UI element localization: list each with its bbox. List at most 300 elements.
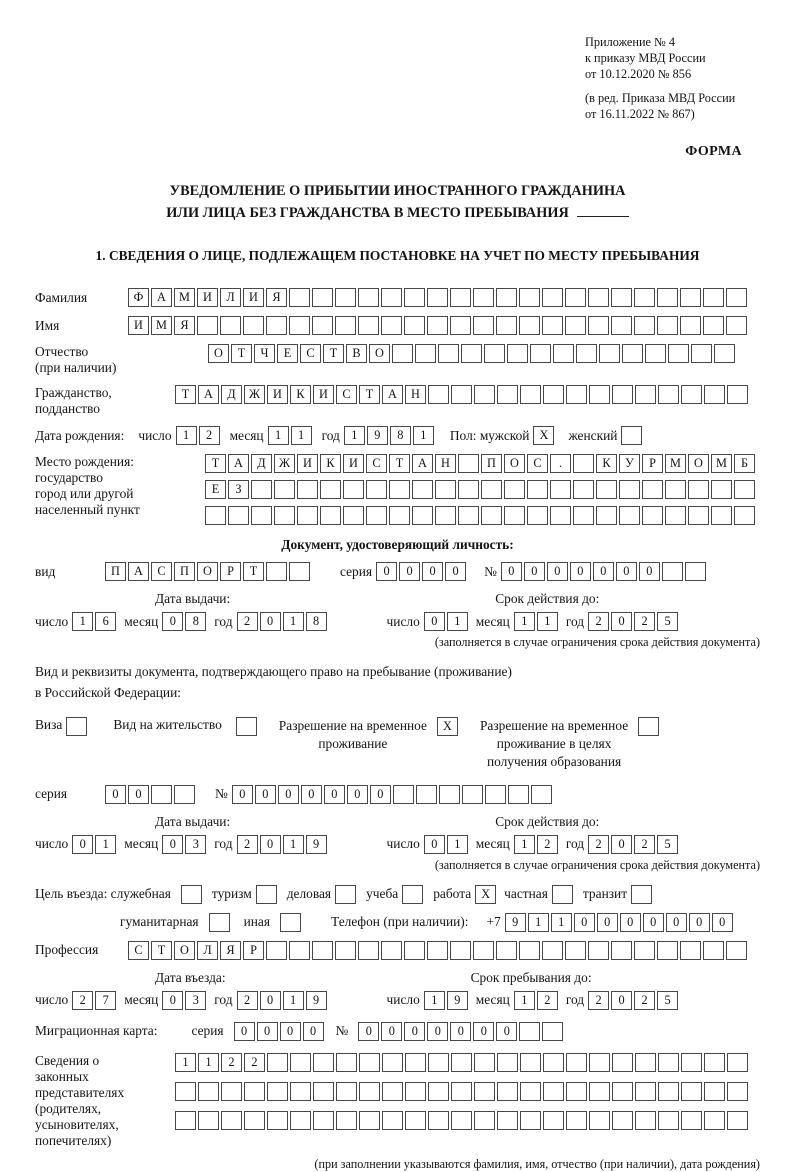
name-cell[interactable] [450, 316, 471, 335]
profession-cell[interactable] [726, 941, 747, 960]
representatives-cell[interactable] [451, 1111, 472, 1130]
name-cell[interactable] [220, 316, 241, 335]
profession-cell[interactable] [266, 941, 287, 960]
birth-year-cell[interactable]: 8 [390, 426, 411, 445]
representatives-cell[interactable] [405, 1053, 426, 1072]
name-cell[interactable] [197, 316, 218, 335]
permit-number-cell[interactable]: 0 [324, 785, 345, 804]
surname-cell[interactable] [703, 288, 724, 307]
representatives-cell[interactable] [543, 1082, 564, 1101]
profession-cell[interactable]: О [174, 941, 195, 960]
profession-cell[interactable] [473, 941, 494, 960]
representatives-cell[interactable] [405, 1111, 426, 1130]
birth-place-cell[interactable]: Т [389, 454, 410, 473]
birth-place-cell[interactable] [573, 506, 594, 525]
citizenship-cell[interactable]: Д [221, 385, 242, 404]
patronymic-cell[interactable] [415, 344, 436, 363]
permit-number-cell[interactable]: 0 [278, 785, 299, 804]
permit-number-cell[interactable] [531, 785, 552, 804]
entry-month-cell[interactable]: 0 [162, 991, 183, 1010]
representatives-cell[interactable] [313, 1053, 334, 1072]
entry-day-cell[interactable]: 7 [95, 991, 116, 1010]
birth-day-cell[interactable]: 1 [176, 426, 197, 445]
profession-cell[interactable]: Т [151, 941, 172, 960]
representatives-cell[interactable] [727, 1082, 748, 1101]
birth-place-cell[interactable] [435, 480, 456, 499]
citizenship-cell[interactable] [497, 385, 518, 404]
representatives-cell[interactable] [382, 1111, 403, 1130]
representatives-cell[interactable] [474, 1082, 495, 1101]
migration-number-cell[interactable]: 0 [450, 1022, 471, 1041]
private-checkbox[interactable] [552, 885, 573, 904]
surname-cell[interactable]: И [197, 288, 218, 307]
patronymic-cell[interactable] [668, 344, 689, 363]
name-cell[interactable] [657, 316, 678, 335]
migration-seriya-cell[interactable]: 0 [280, 1022, 301, 1041]
representatives-cell[interactable] [359, 1053, 380, 1072]
profession-cell[interactable] [289, 941, 310, 960]
patronymic-cell[interactable] [392, 344, 413, 363]
name-cell[interactable]: И [128, 316, 149, 335]
patronymic-cell[interactable]: В [346, 344, 367, 363]
representatives-cell[interactable] [520, 1111, 541, 1130]
name-cell[interactable] [312, 316, 333, 335]
representatives-cell[interactable]: 2 [221, 1053, 242, 1072]
representatives-cell[interactable] [428, 1053, 449, 1072]
residence-permit-checkbox[interactable] [236, 717, 257, 736]
study-checkbox[interactable] [402, 885, 423, 904]
representatives-cell[interactable] [382, 1053, 403, 1072]
birth-place-cell[interactable] [665, 480, 686, 499]
birth-place-cell[interactable]: К [320, 454, 341, 473]
citizenship-cell[interactable]: А [382, 385, 403, 404]
migration-number-cell[interactable] [542, 1022, 563, 1041]
doc-type-cell[interactable]: О [197, 562, 218, 581]
citizenship-cell[interactable] [681, 385, 702, 404]
permit-issue-month-cell[interactable]: 0 [162, 835, 183, 854]
representatives-cell[interactable]: 1 [198, 1053, 219, 1072]
birth-place-cell[interactable]: М [665, 454, 686, 473]
birth-place-cell[interactable] [366, 506, 387, 525]
birth-place-cell[interactable]: А [412, 454, 433, 473]
representatives-cell[interactable] [336, 1111, 357, 1130]
representatives-cell[interactable] [612, 1111, 633, 1130]
representatives-cell[interactable] [612, 1053, 633, 1072]
permit-seriya-cell[interactable]: 0 [105, 785, 126, 804]
patronymic-cell[interactable]: Т [323, 344, 344, 363]
birth-place-cell[interactable] [688, 480, 709, 499]
permit-number-cell[interactable] [393, 785, 414, 804]
representatives-cell[interactable] [221, 1111, 242, 1130]
birth-place-cell[interactable]: И [297, 454, 318, 473]
permit-valid-year-cell[interactable]: 2 [634, 835, 655, 854]
representatives-cell[interactable] [497, 1082, 518, 1101]
name-cell[interactable] [519, 316, 540, 335]
representatives-cell[interactable] [543, 1111, 564, 1130]
doc-type-cell[interactable]: П [174, 562, 195, 581]
doc-issue-year-cell[interactable]: 2 [237, 612, 258, 631]
phone-cell[interactable]: 0 [643, 913, 664, 932]
profession-cell[interactable] [542, 941, 563, 960]
birth-place-cell[interactable] [343, 506, 364, 525]
representatives-cell[interactable] [175, 1111, 196, 1130]
name-cell[interactable] [542, 316, 563, 335]
representatives-cell[interactable] [727, 1053, 748, 1072]
birth-place-cell[interactable]: О [688, 454, 709, 473]
birth-place-cell[interactable]: М [711, 454, 732, 473]
birth-place-cell[interactable] [458, 506, 479, 525]
permit-valid-month-cell[interactable]: 2 [537, 835, 558, 854]
surname-cell[interactable]: Ф [128, 288, 149, 307]
doc-type-cell[interactable]: П [105, 562, 126, 581]
representatives-cell[interactable] [382, 1082, 403, 1101]
representatives-cell[interactable] [244, 1111, 265, 1130]
citizenship-cell[interactable]: С [336, 385, 357, 404]
representatives-cell[interactable] [497, 1111, 518, 1130]
surname-cell[interactable] [611, 288, 632, 307]
permit-issue-year-cell[interactable]: 1 [283, 835, 304, 854]
other-checkbox[interactable] [280, 913, 301, 932]
representatives-cell[interactable] [267, 1082, 288, 1101]
representatives-cell[interactable] [681, 1082, 702, 1101]
birth-place-cell[interactable] [550, 480, 571, 499]
name-cell[interactable] [611, 316, 632, 335]
birth-place-cell[interactable] [504, 506, 525, 525]
birth-place-cell[interactable]: Д [251, 454, 272, 473]
representatives-cell[interactable] [175, 1082, 196, 1101]
representatives-cell[interactable]: 2 [244, 1053, 265, 1072]
birth-place-cell[interactable] [297, 480, 318, 499]
permit-issue-day-cell[interactable]: 1 [95, 835, 116, 854]
representatives-cell[interactable] [566, 1082, 587, 1101]
permit-number-cell[interactable] [462, 785, 483, 804]
doc-number-cell[interactable]: 0 [639, 562, 660, 581]
stay-year-cell[interactable]: 0 [611, 991, 632, 1010]
birth-place-cell[interactable] [734, 506, 755, 525]
doc-issue-month-cell[interactable]: 8 [185, 612, 206, 631]
citizenship-cell[interactable] [428, 385, 449, 404]
phone-cell[interactable]: 0 [712, 913, 733, 932]
patronymic-cell[interactable] [507, 344, 528, 363]
migration-number-cell[interactable]: 0 [496, 1022, 517, 1041]
birth-year-cell[interactable]: 9 [367, 426, 388, 445]
birth-place-cell[interactable]: Е [205, 480, 226, 499]
humanitarian-checkbox[interactable] [209, 913, 230, 932]
profession-cell[interactable] [519, 941, 540, 960]
entry-year-cell[interactable]: 2 [237, 991, 258, 1010]
birth-place-cell[interactable] [734, 480, 755, 499]
permit-number-cell[interactable]: 0 [370, 785, 391, 804]
birth-place-cell[interactable] [458, 454, 479, 473]
visa-checkbox[interactable] [66, 717, 87, 736]
doc-type-cell[interactable] [266, 562, 287, 581]
migration-seriya-cell[interactable]: 0 [303, 1022, 324, 1041]
birth-place-cell[interactable]: З [228, 480, 249, 499]
representatives-cell[interactable] [336, 1053, 357, 1072]
doc-issue-year-cell[interactable]: 1 [283, 612, 304, 631]
doc-issue-year-cell[interactable]: 8 [306, 612, 327, 631]
entry-year-cell[interactable]: 1 [283, 991, 304, 1010]
surname-cell[interactable] [358, 288, 379, 307]
female-checkbox[interactable] [621, 426, 642, 445]
birth-place-cell[interactable]: Н [435, 454, 456, 473]
birth-place-cell[interactable] [389, 480, 410, 499]
birth-place-cell[interactable] [412, 480, 433, 499]
doc-seriya-cell[interactable]: 0 [376, 562, 397, 581]
representatives-cell[interactable] [681, 1053, 702, 1072]
citizenship-cell[interactable] [727, 385, 748, 404]
profession-cell[interactable] [312, 941, 333, 960]
birth-place-cell[interactable] [504, 480, 525, 499]
birth-place-cell[interactable] [688, 506, 709, 525]
permit-seriya-cell[interactable] [151, 785, 172, 804]
name-cell[interactable]: Я [174, 316, 195, 335]
doc-type-cell[interactable]: Т [243, 562, 264, 581]
representatives-cell[interactable] [336, 1082, 357, 1101]
name-cell[interactable] [427, 316, 448, 335]
representatives-cell[interactable] [543, 1053, 564, 1072]
doc-valid-day-cell[interactable]: 1 [447, 612, 468, 631]
representatives-cell[interactable] [658, 1111, 679, 1130]
permit-valid-year-cell[interactable]: 5 [657, 835, 678, 854]
birth-place-cell[interactable] [619, 506, 640, 525]
name-cell[interactable] [680, 316, 701, 335]
birth-place-cell[interactable]: И [343, 454, 364, 473]
surname-cell[interactable] [473, 288, 494, 307]
entry-year-cell[interactable]: 9 [306, 991, 327, 1010]
surname-cell[interactable] [634, 288, 655, 307]
surname-cell[interactable]: И [243, 288, 264, 307]
name-cell[interactable] [473, 316, 494, 335]
representatives-cell[interactable] [612, 1082, 633, 1101]
doc-seriya-cell[interactable]: 0 [422, 562, 443, 581]
name-cell[interactable] [381, 316, 402, 335]
citizenship-cell[interactable] [451, 385, 472, 404]
birth-place-cell[interactable]: . [550, 454, 571, 473]
birth-year-cell[interactable]: 1 [413, 426, 434, 445]
patronymic-cell[interactable]: О [369, 344, 390, 363]
entry-day-cell[interactable]: 2 [72, 991, 93, 1010]
birth-place-cell[interactable]: У [619, 454, 640, 473]
birth-place-cell[interactable] [297, 506, 318, 525]
patronymic-cell[interactable] [461, 344, 482, 363]
permit-valid-year-cell[interactable]: 2 [588, 835, 609, 854]
permit-valid-month-cell[interactable]: 1 [514, 835, 535, 854]
patronymic-cell[interactable] [438, 344, 459, 363]
doc-valid-year-cell[interactable]: 0 [611, 612, 632, 631]
profession-cell[interactable]: Я [220, 941, 241, 960]
birth-month-cell[interactable]: 1 [291, 426, 312, 445]
representatives-cell[interactable] [704, 1082, 725, 1101]
permit-number-cell[interactable]: 0 [255, 785, 276, 804]
birth-place-cell[interactable] [527, 506, 548, 525]
surname-cell[interactable] [312, 288, 333, 307]
migration-number-cell[interactable]: 0 [404, 1022, 425, 1041]
representatives-cell[interactable] [198, 1082, 219, 1101]
citizenship-cell[interactable] [543, 385, 564, 404]
birth-place-cell[interactable] [642, 506, 663, 525]
patronymic-cell[interactable] [645, 344, 666, 363]
permit-valid-day-cell[interactable]: 1 [447, 835, 468, 854]
representatives-cell[interactable] [359, 1111, 380, 1130]
patronymic-cell[interactable]: Т [231, 344, 252, 363]
citizenship-cell[interactable]: А [198, 385, 219, 404]
citizenship-cell[interactable]: Т [359, 385, 380, 404]
representatives-cell[interactable] [497, 1053, 518, 1072]
citizenship-cell[interactable] [635, 385, 656, 404]
representatives-cell[interactable] [658, 1053, 679, 1072]
profession-cell[interactable] [565, 941, 586, 960]
representatives-cell[interactable] [566, 1111, 587, 1130]
surname-cell[interactable] [289, 288, 310, 307]
migration-seriya-cell[interactable]: 0 [257, 1022, 278, 1041]
patronymic-cell[interactable]: О [208, 344, 229, 363]
birth-place-cell[interactable] [527, 480, 548, 499]
profession-cell[interactable] [450, 941, 471, 960]
migration-number-cell[interactable]: 0 [473, 1022, 494, 1041]
doc-number-cell[interactable] [685, 562, 706, 581]
birth-place-cell[interactable] [274, 506, 295, 525]
birth-place-cell[interactable]: К [596, 454, 617, 473]
male-checkbox[interactable]: X [533, 426, 554, 445]
surname-cell[interactable] [680, 288, 701, 307]
birth-place-cell[interactable] [665, 506, 686, 525]
patronymic-cell[interactable] [553, 344, 574, 363]
representatives-cell[interactable] [589, 1111, 610, 1130]
stay-month-cell[interactable]: 2 [537, 991, 558, 1010]
representatives-cell[interactable] [635, 1053, 656, 1072]
temp-residence-checkbox[interactable]: X [437, 717, 458, 736]
permit-number-cell[interactable] [416, 785, 437, 804]
profession-cell[interactable]: Л [197, 941, 218, 960]
profession-cell[interactable] [427, 941, 448, 960]
stay-year-cell[interactable]: 2 [634, 991, 655, 1010]
representatives-cell[interactable] [290, 1111, 311, 1130]
patronymic-cell[interactable] [691, 344, 712, 363]
representatives-cell[interactable] [267, 1053, 288, 1072]
representatives-cell[interactable] [290, 1082, 311, 1101]
birth-place-cell[interactable] [596, 480, 617, 499]
citizenship-cell[interactable]: И [267, 385, 288, 404]
birth-place-cell[interactable]: А [228, 454, 249, 473]
citizenship-cell[interactable] [566, 385, 587, 404]
representatives-cell[interactable] [198, 1111, 219, 1130]
name-cell[interactable] [703, 316, 724, 335]
name-cell[interactable] [565, 316, 586, 335]
name-cell[interactable] [358, 316, 379, 335]
profession-cell[interactable] [335, 941, 356, 960]
temp-residence-edu-checkbox[interactable] [638, 717, 659, 736]
doc-type-cell[interactable] [289, 562, 310, 581]
entry-year-cell[interactable]: 0 [260, 991, 281, 1010]
birth-place-cell[interactable]: П [481, 454, 502, 473]
representatives-cell[interactable] [681, 1111, 702, 1130]
surname-cell[interactable] [588, 288, 609, 307]
permit-seriya-cell[interactable]: 0 [128, 785, 149, 804]
permit-number-cell[interactable] [439, 785, 460, 804]
representatives-cell[interactable] [589, 1082, 610, 1101]
official-checkbox[interactable] [181, 885, 202, 904]
name-cell[interactable] [404, 316, 425, 335]
permit-seriya-cell[interactable] [174, 785, 195, 804]
birth-place-cell[interactable] [435, 506, 456, 525]
profession-cell[interactable] [634, 941, 655, 960]
citizenship-cell[interactable]: Т [175, 385, 196, 404]
name-cell[interactable] [266, 316, 287, 335]
phone-cell[interactable]: 0 [574, 913, 595, 932]
birth-year-cell[interactable]: 1 [344, 426, 365, 445]
representatives-cell[interactable] [221, 1082, 242, 1101]
representatives-cell[interactable] [451, 1053, 472, 1072]
phone-cell[interactable]: 1 [551, 913, 572, 932]
migration-seriya-cell[interactable]: 0 [234, 1022, 255, 1041]
birth-place-cell[interactable] [389, 506, 410, 525]
birth-place-cell[interactable] [320, 506, 341, 525]
migration-number-cell[interactable]: 0 [358, 1022, 379, 1041]
birth-place-cell[interactable] [251, 480, 272, 499]
birth-place-cell[interactable]: Р [642, 454, 663, 473]
surname-cell[interactable] [542, 288, 563, 307]
birth-place-cell[interactable]: С [527, 454, 548, 473]
surname-cell[interactable] [519, 288, 540, 307]
representatives-cell[interactable] [244, 1082, 265, 1101]
representatives-cell[interactable] [635, 1111, 656, 1130]
permit-valid-year-cell[interactable]: 0 [611, 835, 632, 854]
representatives-cell[interactable] [313, 1082, 334, 1101]
surname-cell[interactable] [450, 288, 471, 307]
representatives-cell[interactable] [405, 1082, 426, 1101]
birth-place-cell[interactable]: Ж [274, 454, 295, 473]
birth-place-cell[interactable] [320, 480, 341, 499]
birth-place-cell[interactable] [205, 506, 226, 525]
doc-number-cell[interactable]: 0 [547, 562, 568, 581]
surname-cell[interactable]: М [174, 288, 195, 307]
citizenship-cell[interactable]: Ж [244, 385, 265, 404]
entry-month-cell[interactable]: 3 [185, 991, 206, 1010]
patronymic-cell[interactable]: Е [277, 344, 298, 363]
representatives-cell[interactable]: 1 [175, 1053, 196, 1072]
profession-cell[interactable] [358, 941, 379, 960]
representatives-cell[interactable] [520, 1053, 541, 1072]
profession-cell[interactable] [404, 941, 425, 960]
patronymic-cell[interactable] [714, 344, 735, 363]
birth-place-cell[interactable] [573, 454, 594, 473]
patronymic-cell[interactable] [599, 344, 620, 363]
birth-place-cell[interactable]: Б [734, 454, 755, 473]
doc-type-cell[interactable]: А [128, 562, 149, 581]
surname-cell[interactable] [657, 288, 678, 307]
birth-place-cell[interactable] [711, 480, 732, 499]
permit-issue-year-cell[interactable]: 0 [260, 835, 281, 854]
surname-cell[interactable] [381, 288, 402, 307]
birth-place-cell[interactable] [596, 506, 617, 525]
surname-cell[interactable] [427, 288, 448, 307]
birth-place-cell[interactable] [366, 480, 387, 499]
permit-number-cell[interactable] [508, 785, 529, 804]
profession-cell[interactable]: С [128, 941, 149, 960]
name-cell[interactable]: М [151, 316, 172, 335]
migration-number-cell[interactable]: 0 [427, 1022, 448, 1041]
profession-cell[interactable] [657, 941, 678, 960]
name-cell[interactable] [496, 316, 517, 335]
phone-cell[interactable]: 0 [620, 913, 641, 932]
birth-place-cell[interactable] [573, 480, 594, 499]
surname-cell[interactable] [565, 288, 586, 307]
migration-number-cell[interactable]: 0 [381, 1022, 402, 1041]
phone-cell[interactable]: 0 [597, 913, 618, 932]
citizenship-cell[interactable] [704, 385, 725, 404]
business-checkbox[interactable] [335, 885, 356, 904]
